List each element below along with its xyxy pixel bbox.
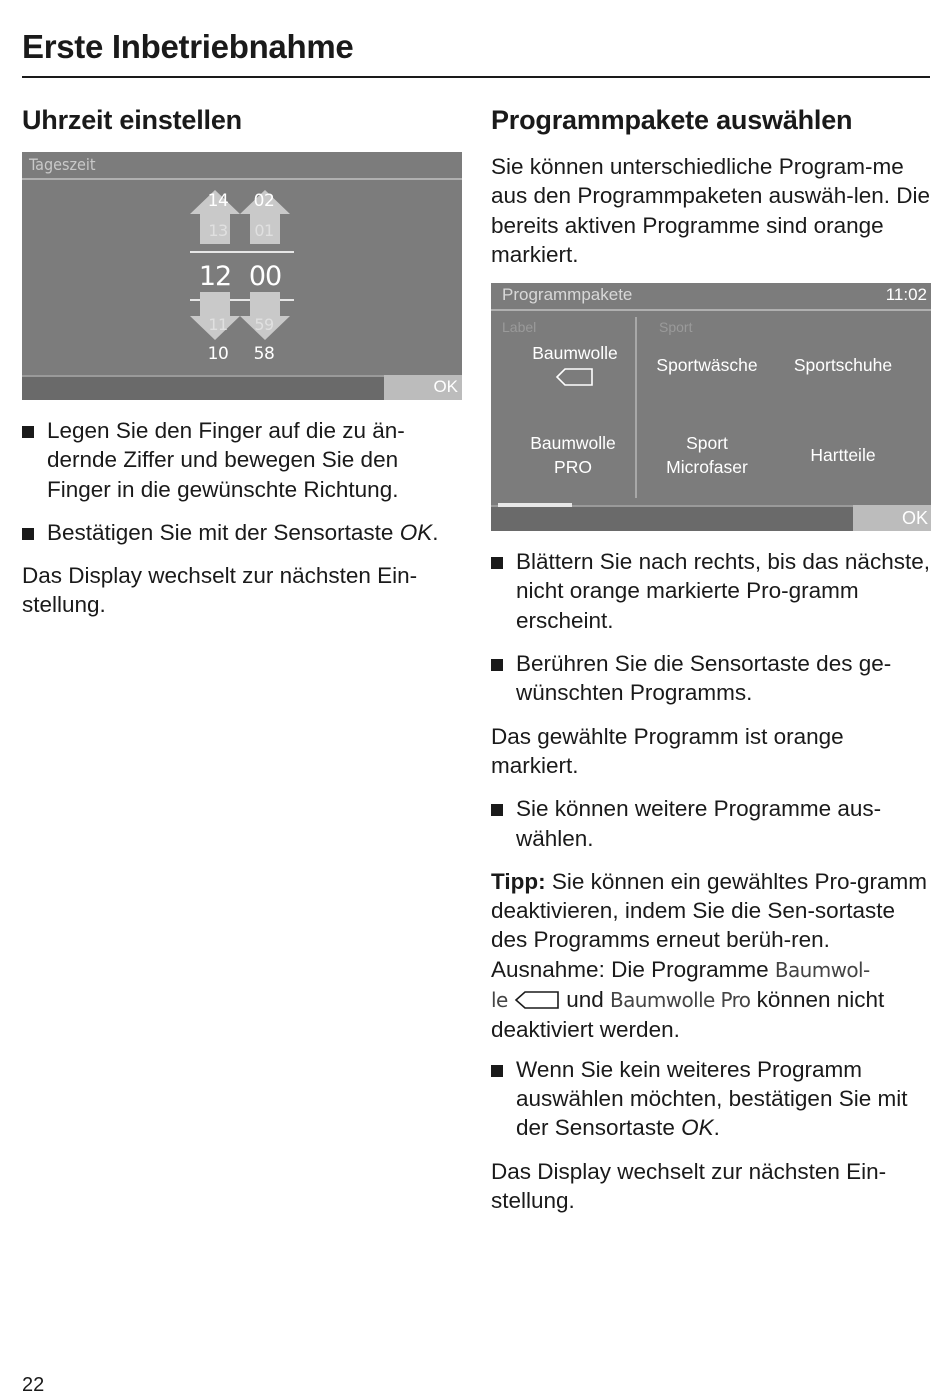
punctuation: . <box>713 1115 720 1141</box>
key-name: OK <box>399 519 433 545</box>
exception-and: und <box>559 987 610 1013</box>
program-sport-microfaser[interactable] <box>639 431 775 479</box>
hour-below-2: 10 <box>207 344 229 364</box>
tip-label: Tipp: <box>491 868 546 894</box>
bullet-square-icon <box>491 1065 503 1077</box>
minute-below-2: 58 <box>253 344 275 364</box>
program-label-line1: Sport <box>686 433 728 454</box>
program-label: Baumwolle <box>532 343 618 364</box>
instruction-text: Blättern Sie nach rechts, bis das nächste, nicht orange markierte Pro-gramm erscheint. <box>516 549 930 633</box>
time-picker <box>22 152 462 400</box>
bullet-square-icon <box>491 557 503 569</box>
program-baumwolle[interactable] <box>505 341 645 387</box>
program-hartteile[interactable]: Hartteile <box>810 445 876 466</box>
tip-text: Sie können ein gewähltes Pro-gramm deaktivieren, indem Sie die Sen-sortaste des Programms erneut berüh-ren. <box>491 868 928 953</box>
exception-suffix: können nicht deaktiviert werden. <box>491 987 885 1043</box>
minute-above-1: 01 <box>254 221 274 240</box>
bullet-square-icon <box>491 659 503 671</box>
section-heading-packages: Programmpakete auswählen <box>491 105 853 135</box>
bullet-square-icon <box>22 426 34 438</box>
hour-above-2: 14 <box>207 191 229 211</box>
title-divider <box>22 76 930 78</box>
result-text: Das gewählte Programm ist orange markiert. <box>491 723 844 778</box>
tip-paragraph <box>491 867 931 1045</box>
minute-below-1: 59 <box>254 315 274 334</box>
category-label: Label <box>502 319 537 336</box>
program-name-baumwolle-pro: Baumwolle Pro <box>609 988 751 1013</box>
program-sportschuhe[interactable]: Sportschuhe <box>793 355 893 376</box>
instruction-text: Legen Sie den Finger auf die zu än-dernde Ziffer und bewegen Sie den Finger in die gewünschte Richtung. <box>47 418 405 502</box>
result-text: Das Display wechselt zur nächsten Ein-stellung. <box>491 1158 887 1213</box>
list-item <box>491 649 931 708</box>
program-label-line2: Microfaser <box>666 457 748 478</box>
instruction-text: Wenn Sie kein weiteres Programm auswählen möchten, bestätigen Sie mit der Sensortaste <box>516 1056 908 1141</box>
list-item <box>22 416 462 504</box>
display-header-divider <box>491 309 931 311</box>
program-label-line2: PRO <box>554 457 592 478</box>
result-text: Das Display wechselt zur nächsten Ein-stellung. <box>22 563 418 618</box>
bullet-square-icon <box>491 804 503 816</box>
program-sportwaesche[interactable]: Sportwäsche <box>656 355 758 376</box>
program-name-baumwolle-a: Baumwol- <box>774 957 870 982</box>
right-column <box>491 100 931 1229</box>
list-item <box>22 518 462 547</box>
program-label-line1: Baumwolle <box>530 433 616 454</box>
hour-current: 12 <box>198 261 232 292</box>
program-name-baumwolle-b: le <box>491 988 508 1013</box>
bullet-square-icon <box>22 528 34 540</box>
exception-prefix: Ausnahme: Die Programme <box>491 956 775 982</box>
minute-current: 00 <box>248 261 282 292</box>
display-title: Tageszeit <box>29 155 96 174</box>
section-heading-time: Uhrzeit einstellen <box>22 105 242 135</box>
minute-above-2: 02 <box>253 191 275 211</box>
list-item <box>491 1055 931 1143</box>
hour-above-1: 13 <box>208 221 228 240</box>
hour-below-1: 11 <box>208 315 228 334</box>
list-item <box>491 547 931 635</box>
label-tag-icon <box>514 990 560 1010</box>
list-item <box>491 794 931 853</box>
punctuation: . <box>432 519 439 545</box>
intro-text: Sie können unterschiedliche Program-me aus den Programmpaketen auswäh-len. Die bereits aktiven Programme sind orange markiert. <box>491 154 930 267</box>
instruction-text: Sie können weitere Programme aus-wählen. <box>516 796 882 851</box>
ok-button[interactable]: OK <box>384 375 462 400</box>
scroll-position-indicator <box>498 503 572 507</box>
page-number: 22 <box>22 1374 45 1395</box>
page-title: Erste Inbetriebnahme <box>22 28 354 65</box>
ok-button[interactable]: OK <box>853 505 931 531</box>
left-column <box>22 100 462 634</box>
program-packages-display <box>491 283 931 531</box>
key-name: OK <box>681 1115 714 1141</box>
instruction-text: Berühren Sie die Sensortaste des ge-wünschten Programms. <box>516 651 892 706</box>
instruction-text: Bestätigen Sie mit der Sensortaste <box>47 519 394 545</box>
program-baumwolle-pro[interactable] <box>503 431 643 479</box>
selection-line-top <box>190 251 294 253</box>
category-sport: Sport <box>659 319 693 336</box>
display-title: Programmpakete <box>502 285 633 305</box>
clock-display: 11:02 <box>885 285 927 305</box>
label-tag-icon <box>555 367 595 387</box>
time-setting-display <box>22 152 462 400</box>
